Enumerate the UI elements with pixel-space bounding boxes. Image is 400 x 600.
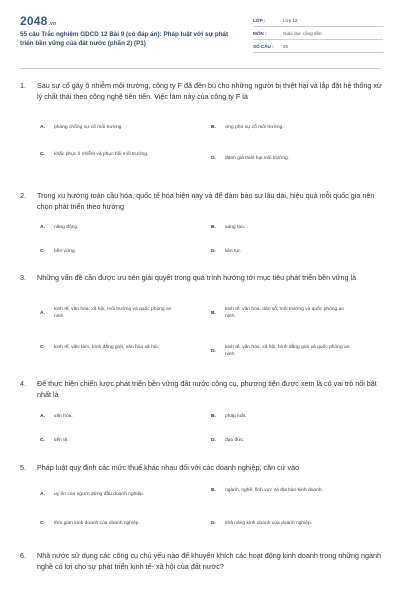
option-text: kinh tế, văn hóa, xã hội, bình đẳng giới và quốc phòng an ninh.	[225, 345, 350, 358]
meta-label: LỚP :	[253, 17, 266, 23]
option-letter: D.	[211, 521, 216, 526]
option-letter: B.	[211, 125, 216, 130]
question-number: 6.	[20, 551, 26, 560]
option-text: kinh tế, văn hóa, dân số, môi trường và quốc phòng an ninh.	[225, 307, 345, 320]
option-letter: C.	[40, 438, 45, 443]
question-text: Những vấn đề cần được ưu tiên giải quyết trong quá trình hướng tới mục tiêu phát triển bền vững là	[37, 273, 357, 282]
option-letter: B.	[211, 225, 216, 230]
meta-row-count	[253, 40, 383, 53]
option-text: uy tín của người đứng đầu doanh nghiệp.	[54, 492, 145, 497]
option-letter: A.	[40, 492, 45, 497]
option-text: pháp luật.	[225, 414, 247, 419]
option-text: tiền tệ.	[54, 438, 69, 443]
option-text: khắc phục ô nhiễm và phục hồi môi trường.	[54, 152, 149, 157]
option-letter: A.	[40, 225, 45, 230]
site-logo[interactable]	[20, 14, 56, 28]
question-number: 5.	[20, 463, 26, 472]
option-letter: C.	[40, 249, 45, 254]
option-a[interactable]	[40, 224, 179, 231]
option-d[interactable]	[211, 520, 385, 527]
options-q3	[40, 306, 385, 362]
header-divider	[20, 68, 380, 69]
logo-text: 2048	[20, 14, 48, 28]
question-text: Sau sự cố gây ô nhiễm môi trường, công ty F đã đền bù cho những người bị thiệt hại và lắp đặt hệ thống xử lý chất thải theo công nghệ tiên tiến. Việc làm này của công ty F là	[37, 81, 382, 101]
meta-panel	[253, 14, 383, 53]
options-q4	[40, 413, 385, 449]
option-a[interactable]	[40, 306, 179, 321]
option-b[interactable]	[211, 413, 350, 420]
option-text: ngành, nghề, lĩnh vực và địa bàn kinh doanh.	[225, 488, 323, 493]
option-text: bền vững.	[54, 249, 77, 254]
option-letter: A.	[40, 414, 45, 419]
question-1	[20, 80, 382, 102]
option-text: đạo đức.	[225, 438, 245, 443]
document-header	[0, 0, 400, 62]
meta-row-class	[253, 14, 383, 27]
option-a[interactable]	[40, 491, 204, 498]
option-b[interactable]	[211, 124, 350, 131]
option-letter: C.	[40, 345, 45, 350]
option-c[interactable]	[40, 151, 154, 158]
meta-label: SỐ CÂU :	[253, 43, 274, 49]
option-d[interactable]	[211, 437, 350, 444]
question-number: 2.	[20, 191, 26, 200]
option-c[interactable]	[40, 437, 179, 444]
option-text: kinh tế, văn hóa, xã hội, môi trường và quốc phòng an ninh.	[54, 307, 172, 320]
question-number: 1.	[20, 81, 26, 90]
option-a[interactable]	[40, 413, 179, 420]
option-letter: D.	[211, 249, 216, 254]
option-d[interactable]	[211, 248, 350, 255]
option-text: thời gian kinh doanh của doanh nghiệp.	[54, 521, 140, 526]
option-letter: D.	[211, 156, 216, 161]
option-b[interactable]	[211, 487, 350, 494]
options-q5	[40, 487, 385, 537]
meta-value: Lớp 12	[283, 17, 298, 23]
option-text: kinh tế, việc làm, bình đẳng giới, văn hóa xã hội.	[54, 345, 159, 350]
option-d[interactable]	[211, 155, 350, 162]
meta-row-subject	[253, 27, 383, 40]
options-q1	[40, 124, 385, 174]
meta-label: MÔN :	[253, 30, 267, 36]
logo-tld: .vn	[48, 21, 57, 27]
option-a[interactable]	[40, 124, 179, 131]
option-text: phòng chống sự cố môi trường.	[54, 125, 123, 130]
question-6	[20, 550, 382, 572]
option-letter: B.	[211, 310, 216, 316]
option-letter: C.	[40, 152, 45, 157]
option-c[interactable]	[40, 344, 179, 351]
meta-value: Giáo dục công dân	[283, 30, 322, 36]
option-b[interactable]	[211, 224, 350, 231]
option-letter: D.	[211, 438, 216, 443]
question-text: Trong xu hướng toàn cầu hóa, quốc tế hóa hiện nay và để đảm bảo sự lâu dài, hiệu quả mỗi quốc gia nên chọn phát triển theo hướng	[37, 191, 375, 211]
option-c[interactable]	[40, 520, 204, 527]
question-4	[20, 378, 382, 400]
option-d[interactable]	[211, 344, 350, 359]
options-q2	[40, 224, 385, 260]
option-letter: A.	[40, 125, 45, 130]
question-2	[20, 190, 382, 212]
option-letter: C.	[40, 521, 45, 526]
question-text: Nhà nước sử dụng các công cụ chủ yếu nào để khuyến khích các hoạt động kinh doanh trong những ngành nghề có lợi cho sự phát triển kinh tế- xã hội của đất nước?	[37, 551, 382, 571]
question-text: Để thực hiện chiến lược phát triển bền vững đất nước công cụ, phương tiện được xem là có vai trò nổi bật nhất là	[37, 379, 377, 399]
option-text: đánh giá thiệt hại môi trường.	[225, 156, 290, 161]
question-text: Pháp luật quy định các mức thuế khác nhau đối với các doanh nghiệp, căn cứ vào	[37, 463, 300, 472]
option-b[interactable]	[211, 306, 350, 321]
option-text: sáng tạo.	[225, 225, 246, 230]
option-letter: A.	[40, 310, 45, 316]
option-letter: D.	[211, 348, 216, 354]
option-text: ứng phó sự cố môi trường.	[225, 125, 284, 130]
option-c[interactable]	[40, 248, 179, 255]
question-5	[20, 462, 382, 473]
option-letter: B.	[211, 414, 216, 419]
option-text: liên tục.	[225, 249, 242, 254]
question-number: 4.	[20, 379, 26, 388]
question-3	[20, 272, 382, 283]
option-letter: B.	[211, 488, 216, 493]
option-text: năng động.	[54, 225, 79, 230]
meta-value: 25	[283, 43, 289, 49]
question-number: 3.	[20, 273, 26, 282]
option-text: văn hóa.	[54, 414, 73, 419]
option-text: khả năng kinh doanh của doanh nghiệp.	[225, 521, 313, 526]
document-title: 55 câu Trắc nghiệm GDCD 12 Bài 9 (có đáp án): Pháp luật với sự phát triển bền vững của đất nước (phần 2) (P1)	[20, 31, 229, 47]
